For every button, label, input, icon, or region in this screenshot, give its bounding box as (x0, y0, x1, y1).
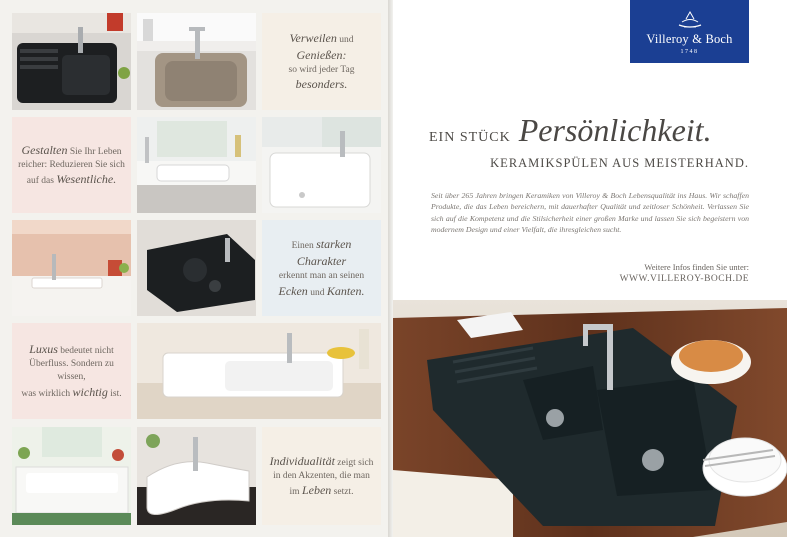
logo-brand-name: Villeroy & Boch (646, 32, 733, 46)
info-line1: Weitere Infos finden Sie unter: (644, 262, 749, 272)
body-copy: Seit über 265 Jahren bringen Keramiken von Villeroy & Boch Lebensqualität ins Haus. Wir schaffen Produkte, die das Leben bereichern, mit dauerhafter Qualität und zeitloser Schönheit. Verlassen Sie sich auf die Kompetenz und die Stilsicherheit einer großen Marke und lassen Sie sich begeistern von modernem Design und einer Vielfalt, die ihresgleichen sucht. (431, 191, 749, 234)
quote3-line2: erkennt man an seinen (278, 271, 365, 281)
photo-white-sink-drainboard (137, 323, 381, 419)
quote4-line2: Überfluss. Sondern zu wissen, (29, 359, 114, 382)
quote4-word: Luxus (29, 342, 58, 357)
quote4-line3: was wirklich (21, 388, 73, 399)
quote1-word: Verweilen (289, 30, 337, 45)
farmhouse-sink-illustration (12, 427, 131, 525)
info-block (620, 262, 749, 284)
quote2-line1: Sie Ihr Leben (67, 146, 122, 157)
quote-tile-5 (262, 427, 381, 525)
white-sink-illustration (137, 117, 256, 213)
photo-black-sink-topview (12, 13, 131, 110)
quote-tile-4 (12, 323, 131, 419)
photo-white-sink-window (137, 117, 256, 213)
photo-curved-white-sink (137, 427, 256, 525)
white-sink-closeup-illustration (262, 117, 381, 213)
logo-year: 1748 (680, 49, 699, 55)
crest-icon (676, 9, 704, 29)
photo-peach-kitchen (12, 220, 131, 316)
quote5-word2: Leben (301, 483, 332, 498)
quote2-line2: reicher: Reduzieren Sie sich (18, 159, 125, 170)
website-url: WWW.VILLEROY-BOCH.DE (619, 274, 749, 284)
quote3-word: starken Charakter (296, 237, 352, 269)
quote4-line1: bedeutet nicht (57, 346, 114, 357)
right-page (393, 0, 787, 537)
quote5-line3: im (289, 487, 302, 498)
quote3-connector: und (307, 287, 327, 298)
headline-small: EIN STÜCK (429, 130, 511, 145)
quote1-word3: besonders. (295, 77, 348, 92)
quote3-word2: Ecken (278, 283, 308, 298)
taupe-sink-illustration (137, 13, 256, 110)
headline (429, 112, 759, 149)
hero-sink-illustration (393, 300, 787, 537)
photo-farmhouse-sink (12, 427, 131, 525)
peach-kitchen-illustration (12, 220, 131, 316)
quote5-line2: in den Akzenten, die man (273, 470, 370, 481)
quote-tile-3 (262, 220, 381, 316)
quote1-line2: so wird jeder Tag (288, 64, 355, 75)
black-sink-illustration (12, 13, 131, 110)
left-page (0, 0, 390, 537)
white-drainboard-illustration (137, 323, 381, 419)
quote5-line1: zeigt sich (334, 457, 374, 468)
photo-corner-black-sink (137, 220, 256, 316)
quote2-word2: Wesentliche. (56, 172, 117, 187)
headline-big: Persönlichkeit. (518, 112, 712, 148)
subheadline: KERAMIKSPÜLEN AUS MEISTERHAND. (490, 156, 749, 170)
quote4-word2: wichtig (72, 384, 108, 399)
quote2-line3: auf das (26, 176, 57, 187)
corner-sink-illustration (137, 220, 256, 316)
quote3-word3: Kanten. (326, 283, 365, 298)
quote4-line4: ist. (107, 388, 122, 399)
quote-tile-1 (262, 13, 381, 110)
quote2-word: Gestalten (21, 142, 68, 157)
photo-white-sink-closeup (262, 117, 381, 213)
hero-photo-black-sink (393, 300, 787, 537)
quote1-connector: und (336, 34, 354, 45)
quote-tile-2 (12, 117, 131, 213)
quote3-line1: Einen (291, 241, 317, 252)
photo-taupe-sink (137, 13, 256, 110)
villeroy-boch-logo (630, 0, 749, 63)
quote5-word: Individualität (269, 453, 335, 468)
curved-sink-illustration (137, 427, 256, 525)
quote1-word2: Genießen: (296, 47, 347, 62)
quote5-line4: setzt. (331, 487, 354, 498)
